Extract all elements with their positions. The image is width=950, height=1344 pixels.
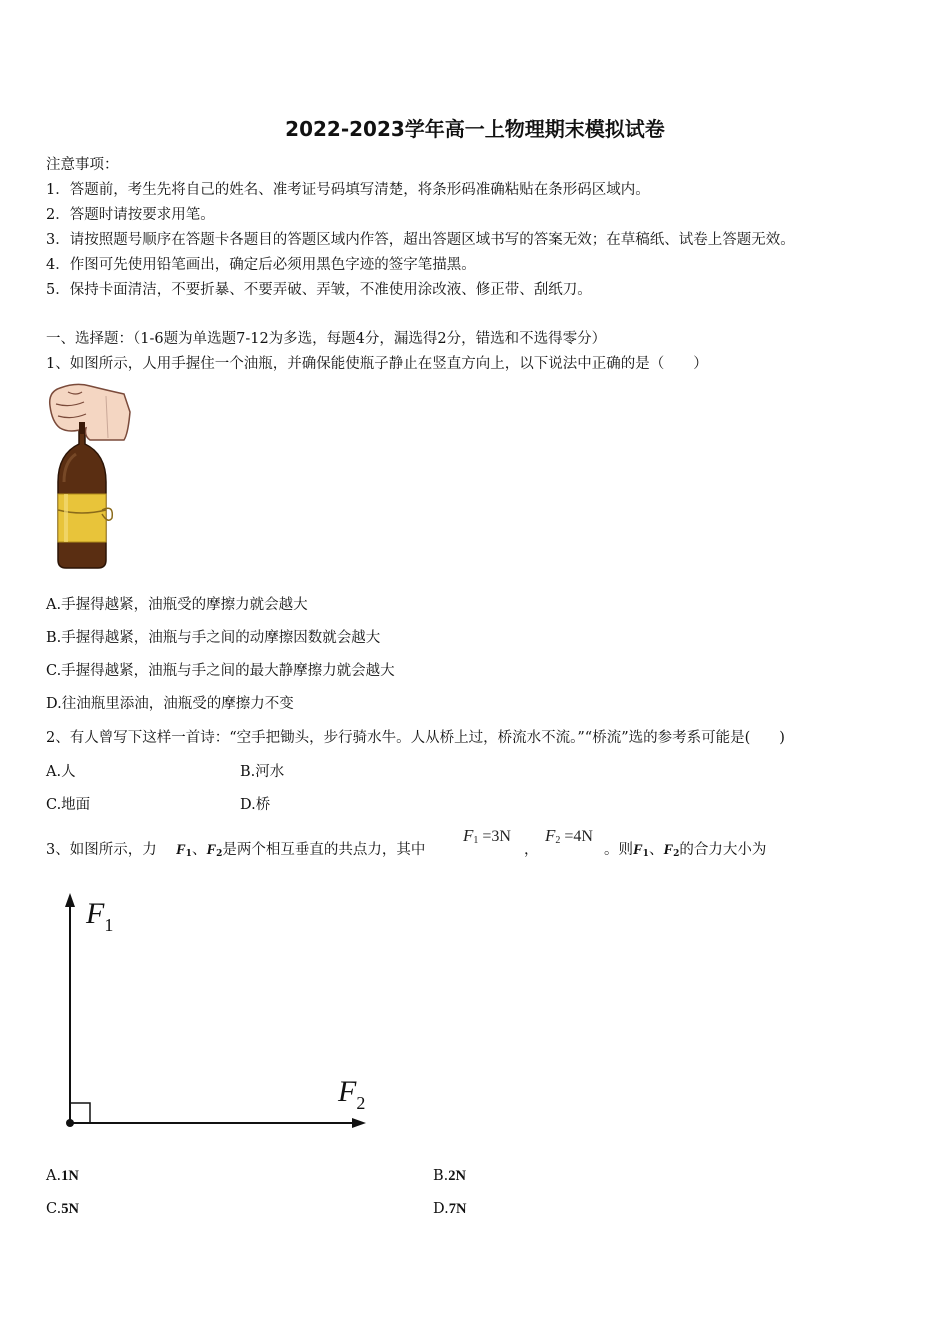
q3-force-labels <box>176 838 425 859</box>
force-f1-subscript-2: 1 <box>642 849 649 859</box>
question-1-option-d: D.往油瓶里添油，油瓶受的摩擦力不变 <box>46 696 294 712</box>
eq1-value: =3N <box>478 828 511 845</box>
q3-stem-tail <box>604 838 766 859</box>
svg-text:F2 <box>337 1075 365 1113</box>
force-f2-subscript-2: 2 <box>673 849 680 859</box>
question-3-option-a <box>46 1168 79 1185</box>
question-3-option-d <box>433 1201 466 1218</box>
q3-stem-text-b: 是两个相互垂直的共点力，其中 <box>222 842 426 858</box>
equation-f1 <box>463 826 511 846</box>
notice-heading: 注意事项： <box>46 157 119 173</box>
separator-2: 、 <box>648 842 664 858</box>
option-prefix: B. <box>433 1168 449 1184</box>
force-f2-symbol: F <box>206 842 217 858</box>
f2-label-subscript: 2 <box>356 1093 366 1113</box>
eq2-variable: F <box>545 826 556 845</box>
option-value: 1N <box>61 1168 79 1184</box>
eq2-subscript: 2 <box>555 835 561 846</box>
option-prefix: C. <box>46 1201 62 1217</box>
question-1-stem: 1、如图所示，人用手握住一个油瓶，并确保能使瓶子静止在竖直方向上，以下说法中正确的是（ ） <box>46 356 708 372</box>
comma: ， <box>524 842 539 858</box>
force-f2-symbol-2: F <box>663 842 674 858</box>
question-3-option-c <box>46 1201 79 1218</box>
eq1-subscript: 1 <box>473 835 479 846</box>
q3-stem-text: 3、如图所示，力 <box>46 842 157 858</box>
section-heading: 一、选择题：（1-6题为单选题7-12为多选，每题4分，漏选得2分，错选和不选得零分） <box>46 331 607 347</box>
notice-item: 2．答题时请按要求用笔。 <box>46 207 215 223</box>
f1-label: F <box>86 897 105 930</box>
question-2-option-a: A.人 <box>46 764 76 780</box>
f1-arrowhead <box>65 893 75 907</box>
option-value: 2N <box>448 1168 466 1184</box>
question-2-option-b: B.河水 <box>240 764 285 780</box>
notice-item: 3．请按照题号顺序在答题卡各题目的答题区域内作答，超出答题区域书写的答案无效；在草稿纸、试卷上答题无效。 <box>46 232 795 248</box>
notice-item: 4．作图可先使用铅笔画出，确定后必须用黑色字迹的签字笔描黑。 <box>46 257 476 273</box>
separator: 、 <box>191 842 207 858</box>
q3-stem-text-c: 。则 <box>604 842 633 858</box>
question-3-option-b <box>433 1168 466 1185</box>
equation-f2 <box>545 826 593 846</box>
origin-point <box>66 1119 74 1127</box>
notice-item: 5．保持卡面清洁，不要折暴、不要弄破、弄皱，不准使用涂改液、修正带、刮纸刀。 <box>46 282 592 298</box>
force-diagram <box>40 885 400 1145</box>
force-f1-symbol: F <box>176 842 186 858</box>
question-1-option-c: C.手握得越紧，油瓶与手之间的最大静摩擦力就会越大 <box>46 663 395 679</box>
q3-stem-text-d: 的合力大小为 <box>679 842 767 858</box>
f2-label: F <box>338 1075 357 1108</box>
question-2-option-c: C.地面 <box>46 797 91 813</box>
question-1-option-b: B.手握得越紧，油瓶与手之间的动摩擦因数就会越大 <box>46 630 381 646</box>
notice-item: 1．答题前，考生先将自己的姓名、准考证号码填写清楚，将条形码准确粘贴在条形码区域内。 <box>46 182 650 198</box>
force-f1-symbol-2: F <box>633 842 643 858</box>
force-f2-subscript: 2 <box>216 849 223 859</box>
option-value: 7N <box>448 1201 467 1217</box>
question-1-option-a: A.手握得越紧，油瓶受的摩擦力就会越大 <box>46 597 308 613</box>
eq2-value: =4N <box>560 828 593 845</box>
right-angle-mark <box>70 1103 90 1123</box>
eq1-variable: F <box>463 826 474 845</box>
option-prefix: A. <box>46 1168 62 1184</box>
f2-arrowhead <box>352 1118 366 1128</box>
force-f1-subscript: 1 <box>185 849 192 859</box>
f1-label-subscript: 1 <box>104 915 114 935</box>
oil-bottle-hand-image <box>46 382 136 572</box>
option-prefix: D. <box>433 1201 449 1217</box>
page-title: 2022-2023学年高一上物理期末模拟试卷 <box>285 117 665 141</box>
question-2-option-d: D.桥 <box>240 797 271 813</box>
question-2-stem: 2、有人曾写下这样一首诗：“空手把锄头，步行骑水牛。人从桥上过，桥流水不流。”“桥流”选的参考系可能是( ) <box>46 730 785 746</box>
option-value: 5N <box>61 1201 79 1217</box>
svg-text:F1 <box>85 897 113 935</box>
